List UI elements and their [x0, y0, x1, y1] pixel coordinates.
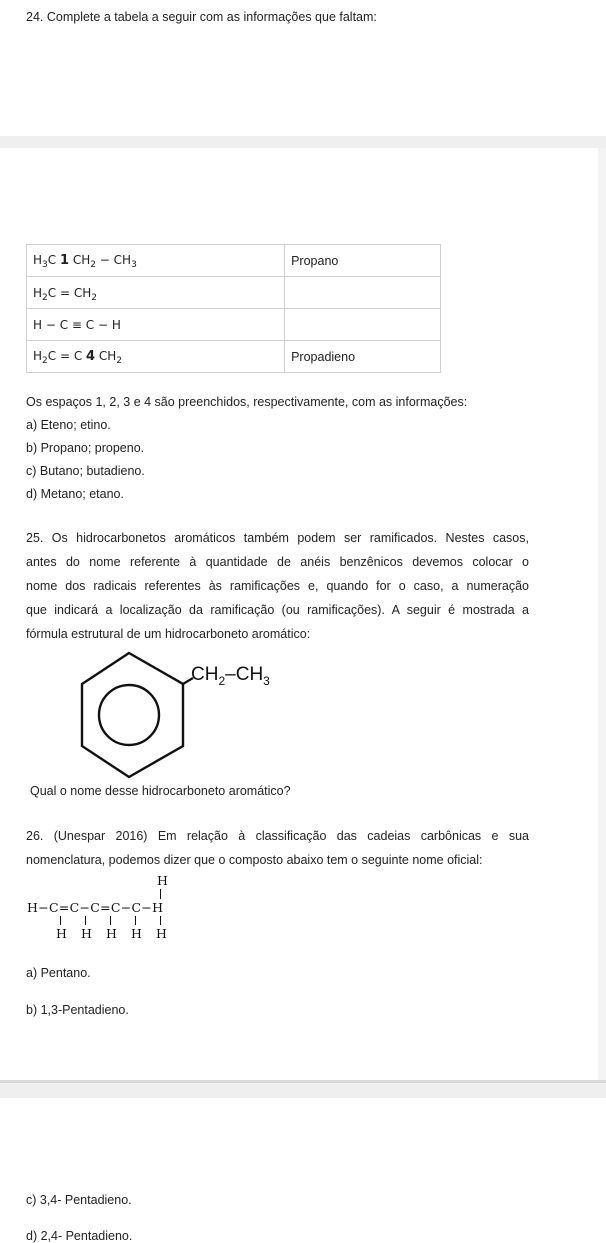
benzene-ring-structure	[70, 650, 200, 780]
name-cell	[285, 309, 441, 341]
top-hydrogen: H	[157, 873, 168, 888]
q25-line-4: que indicará a localização da ramificação (ou ramificações). A seguir é mostrada a	[26, 603, 529, 617]
option-c: c) 3,4- Pentadieno.	[26, 1193, 132, 1207]
option-a: a) Pentano.	[26, 966, 91, 980]
ethyl-group-label: $CH_2-CH_3$	[191, 664, 270, 688]
bond-line	[110, 916, 111, 925]
table-row	[27, 309, 441, 341]
option-b: b) Propano; propeno.	[26, 441, 145, 455]
pentadiene-structure	[27, 873, 207, 945]
bond-line	[60, 916, 61, 925]
bottom-hydrogen: H	[156, 926, 167, 941]
formula-cell: H − C ≡ C − H	[27, 309, 285, 341]
name-cell	[285, 277, 441, 309]
bond-line	[160, 916, 161, 925]
bottom-hydrogen: H	[131, 926, 142, 941]
scrollbar-track[interactable]	[598, 148, 606, 1083]
bond-line	[160, 889, 161, 899]
formula-cell: $H_2C = CH_2$	[27, 277, 285, 309]
q26-line-2: nomenclatura, podemos dizer que o composto abaixo tem o seguinte nome oficial:	[26, 853, 483, 867]
name-cell: Propano	[285, 245, 441, 277]
q24-table	[26, 244, 441, 373]
formula-cell: $H_2C = C$ 4 $CH_2$	[27, 341, 285, 373]
page-separator	[0, 136, 606, 148]
q24-title: 24. Complete a tabela a seguir com as informações que faltam:	[26, 10, 377, 24]
q25-question: Qual o nome desse hidrocarboneto aromático?	[30, 784, 291, 798]
blank-number: 1	[59, 253, 70, 268]
q25-line-3: nome dos radicais referentes às ramificações e, quando for o caso, a numeração	[26, 579, 529, 593]
option-d: d) Metano; etano.	[26, 487, 124, 501]
option-c: c) Butano; butadieno.	[26, 464, 145, 478]
blank-number: 4	[86, 349, 96, 364]
q25-line-5: fórmula estrutural de um hidrocarboneto aromático:	[26, 627, 311, 641]
aromatic-circle	[99, 685, 159, 745]
option-b: b) 1,3-Pentadieno.	[26, 1003, 129, 1017]
bottom-hydrogen: H	[81, 926, 92, 941]
page-separator	[0, 1083, 606, 1098]
name-cell: Propadieno	[285, 341, 441, 373]
q26-line-1: 26. (Unespar 2016) Em relação à classificação das cadeias carbônicas e sua	[26, 829, 529, 843]
table-row	[27, 277, 441, 309]
option-a: a) Eteno; etino.	[26, 418, 111, 432]
q25-line-1: 25. Os hidrocarbonetos aromáticos também podem ser ramificados. Nestes casos,	[26, 531, 529, 545]
hexagon-shape	[82, 653, 183, 777]
option-d: d) 2,4- Pentadieno.	[26, 1229, 133, 1243]
q25-line-2: antes do nome referente à quantidade de anéis benzênicos devemos colocar o	[26, 555, 529, 569]
bottom-hydrogen: H	[56, 926, 67, 941]
q24-prompt: Os espaços 1, 2, 3 e 4 são preenchidos, respectivamente, com as informações:	[26, 395, 468, 409]
table-row	[27, 341, 441, 373]
table-row	[27, 245, 441, 277]
bottom-hydrogen: H	[106, 926, 117, 941]
bond-line	[135, 916, 136, 925]
main-chain: H−C=C−C=C−C−H	[27, 900, 164, 915]
bond-line	[85, 916, 86, 925]
formula-cell: $H_3C$ 1 $CH_2 - CH_3$	[27, 245, 285, 277]
